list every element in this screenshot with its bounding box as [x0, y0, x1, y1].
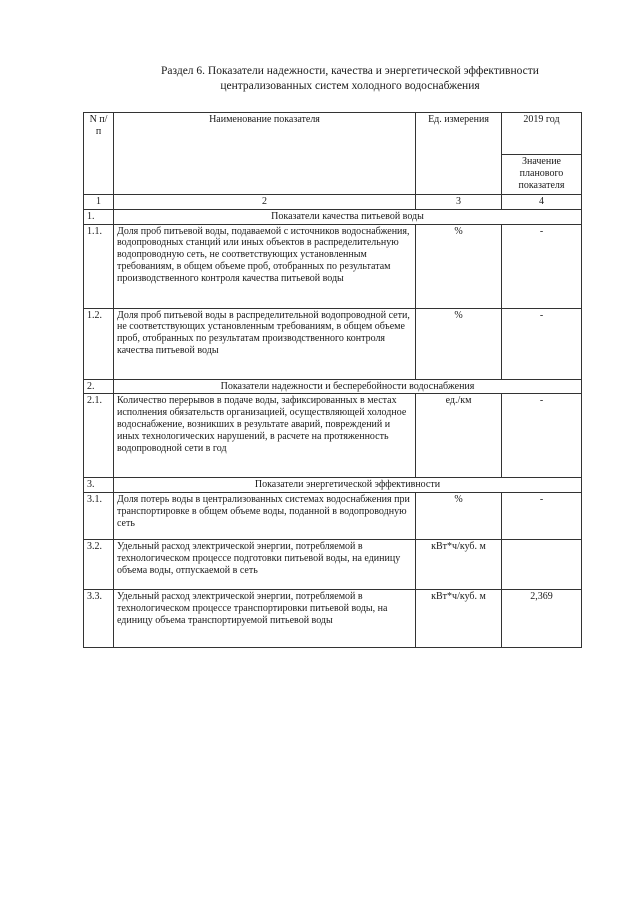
row-num: 2.1.	[84, 394, 114, 478]
row-value: -	[502, 224, 582, 308]
table-row	[84, 590, 582, 648]
row-value: -	[502, 308, 582, 379]
indicators-table	[83, 112, 582, 648]
title-line-2: централизованных систем холодного водоснабжения	[220, 80, 480, 92]
index-3: 3	[416, 195, 502, 210]
row-value	[502, 540, 582, 590]
row-value: 2,369	[502, 590, 582, 648]
row-value: -	[502, 493, 582, 540]
table-row	[84, 493, 582, 540]
header-num: N п/п	[84, 113, 114, 195]
row-unit: кВт*ч/куб. м	[416, 540, 502, 590]
header-row	[84, 113, 582, 155]
row-name: Доля потерь воды в централизованных системах водоснабжения при транспортировке в общем объеме воды, поданной в водопроводную сеть	[114, 493, 416, 540]
row-value: -	[502, 394, 582, 478]
row-name: Доля проб питьевой воды, подаваемой с источников водоснабжения, водопроводных станций или иных объектов в распределительную водопроводную сеть, не соответствующих установленным требованиям, в общем объеме проб, отобранных по результатам производственного контроля качества питьевой воды	[114, 224, 416, 308]
section-title	[110, 64, 590, 94]
row-unit: кВт*ч/куб. м	[416, 590, 502, 648]
section-heading: Показатели энергетической эффективности	[114, 478, 582, 493]
section-num: 3.	[84, 478, 114, 493]
section-heading: Показатели качества питьевой воды	[114, 209, 582, 224]
section-heading: Показатели надежности и бесперебойности водоснабжения	[114, 379, 582, 394]
table-row	[84, 394, 582, 478]
row-num: 3.1.	[84, 493, 114, 540]
title-line-1: Раздел 6. Показатели надежности, качества и энергетической эффективности	[161, 65, 539, 77]
row-num: 1.2.	[84, 308, 114, 379]
header-name: Наименование показателя	[114, 113, 416, 195]
table-row	[84, 540, 582, 590]
row-name: Доля проб питьевой воды в распределительной водопроводной сети, не соответствующих установленным требованиям, в общем объеме проб, отобранных по результатам производственного контроля качества питьевой воды	[114, 308, 416, 379]
header-plan: Значение планового показателя	[502, 155, 582, 195]
row-num: 3.2.	[84, 540, 114, 590]
section-row-1	[84, 209, 582, 224]
row-unit: ед./км	[416, 394, 502, 478]
section-num: 2.	[84, 379, 114, 394]
row-num: 3.3.	[84, 590, 114, 648]
row-num: 1.1.	[84, 224, 114, 308]
section-num: 1.	[84, 209, 114, 224]
index-1: 1	[84, 195, 114, 210]
row-name: Удельный расход электрической энергии, потребляемой в технологическом процессе подготовки питьевой воды, на единицу объема воды, отпускаемой в сеть	[114, 540, 416, 590]
row-name: Удельный расход электрической энергии, потребляемой в технологическом процессе транспортировки питьевой воды, на единицу объема транспортируемой питьевой воды	[114, 590, 416, 648]
index-2: 2	[114, 195, 416, 210]
section-row-3	[84, 478, 582, 493]
index-row	[84, 195, 582, 210]
row-unit: %	[416, 308, 502, 379]
table-row	[84, 308, 582, 379]
index-4: 4	[502, 195, 582, 210]
header-unit: Ед. измерения	[416, 113, 502, 195]
row-name: Количество перерывов в подаче воды, зафиксированных в местах исполнения обязательств организацией, осуществляющей холодное водоснабжение, возникших в результате аварий, повреждений и иных технологических нарушений, в расчете на протяженность водопроводной сети в год	[114, 394, 416, 478]
section-row-2	[84, 379, 582, 394]
row-unit: %	[416, 493, 502, 540]
row-unit: %	[416, 224, 502, 308]
header-year: 2019 год	[502, 113, 582, 155]
table-row	[84, 224, 582, 308]
